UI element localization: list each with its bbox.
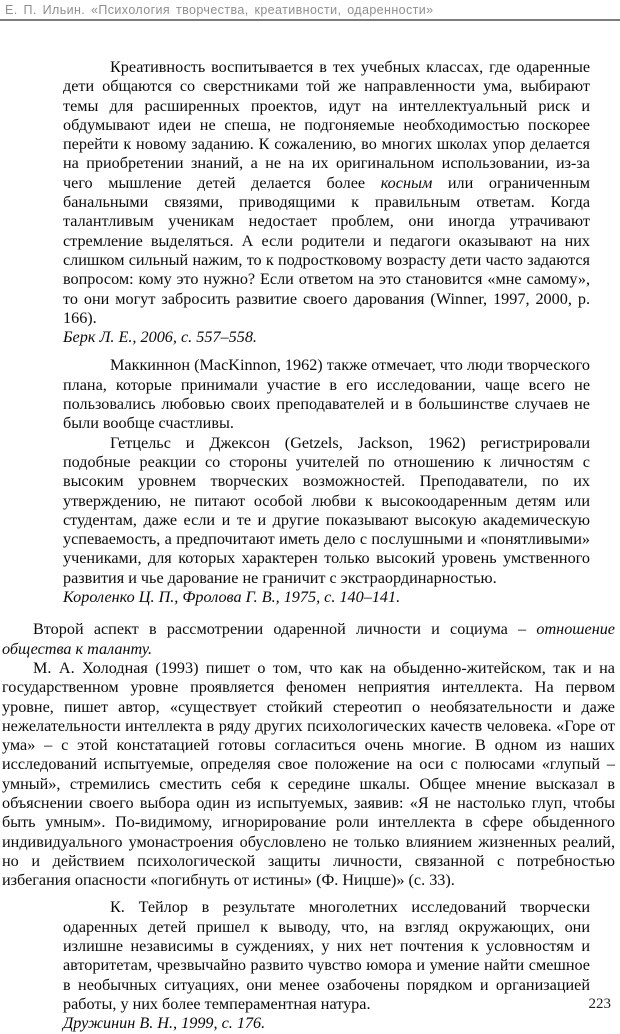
quote-berk-text-1: Креативность воспитывается в тех учебных классах, где одаренные дети общаются со сверстниками той же направленности ума, выбирают темы для расширенных проектов, идут на интеллектуальный риск и обдумывают идеи не спеша, не подгоняемые необходимостью поскорее перейти к новому заданию. К сожалению, во многих школах упор делается на приобретении знаний, а не на их оригинальном использовании, из-за чего мышление детей делается более (63, 58, 590, 192)
blockquote-berk (63, 58, 590, 347)
quote-berk-attribution: Берк Л. Е., 2006, с. 557–558. (63, 328, 257, 347)
quote-korolenko-paragraph-1: Маккиннон (MacKinnon, 1962) также отмечает, что люди творческого плана, которые принимали участие в его исследовании, чаще всего не пользовались любовью своих преподавателей и в большинстве случаев не были вообще счастливы. (63, 356, 590, 433)
aspect-paragraph-text (2, 620, 615, 659)
running-title: Е. П. Ильин. «Психология творчества, креативности, одаренности» (5, 3, 434, 17)
blockquote-druzhinin (63, 898, 590, 1033)
page-content (0, 58, 620, 1034)
body-paragraph-aspect (2, 620, 615, 659)
kholodnaya-paragraph-text: М. А. Холодная (1993) пишет о том, что как на обыденно-житейском, так и на государственном уровне проявляется феномен неприятия интеллекта. На первом уровне, пишет автор, «существует стойкий стереотип о необязательности и даже нежелательности интеллекта в ряду других психологических качеств человека. «Горе от ума» – с этой констатацией готовы согласиться очень многие. В одном из наших исследований испытуемые, определяя свое положение на оси с полюсами «глупый – умный», стремились сместить себя к середине шкалы. Общее мнение высказал в объяснении своего выбора один из испытуемых, заявив: «Я не настолько глуп, чтобы быть умным». По-видимому, игнорирование роли интеллекта в сфере обыденного индивидуального умонастроения обусловлено не только влиянием жизненных реалий, но и действием психологической защиты личности, связанной с потребностью избегания опасности «погибнуть от истины» (Ф. Ницше)» (с. 33). (2, 658, 615, 890)
page-header (0, 0, 620, 17)
quote-druzhinin-attribution: Дружинин В. Н., 1999, с. 176. (63, 1014, 266, 1033)
quote-druzhinin-paragraph: К. Тейлор в результате многолетних исследований творчески одаренных детей пришел к выводу, что, на взгляд окружающих, они излишне независимы в суждениях, у них нет почтения к условностям и авторитетам, чрезвычайно развито чувство юмора и умение найти смешное в необычных ситуациях, они менее озабочены порядком и организацией работы, у них более темпераментная натура. (63, 898, 590, 1013)
header-divider (0, 19, 620, 21)
quote-korolenko-attribution: Короленко Ц. П., Фролова Г. В., 1975, с. 140–141. (63, 588, 401, 607)
aspect-italic-phrase: отношение общества к таланту. (2, 620, 615, 658)
blockquote-korolenko (63, 356, 590, 607)
quote-berk-text-2: или ограниченным банальными связями, приводящими к правильным ответам. Когда талантливым ученикам недостает проблем, они иногда утрачивают стремление выделяться. А если родители и педагоги оказывают на них слишком сильный нажим, то к подростковому возрасту дети часто задаются вопросом: кому это нужно? Если ответом на это становится «мне самому», то они могут забросить развитие своего дарования (Winner, 1997, 2000, p. 166). (63, 173, 590, 327)
body-paragraph-kholodnaya (2, 659, 615, 891)
quote-korolenko-paragraph-2: Гетцельс и Джексон (Getzels, Jackson, 1962) регистрировали подобные реакции со стороны учителей по отношению к личностям с высоким уровнем творческих возможностей. Преподаватели, по их утверждению, не питают особой любви к высокоодаренным детям или студентам, даже если и те и другие показывают высокую академическую успеваемость, а предпочитают иметь дело с послушными и «понятливыми» учениками, для которых характерен только высокий уровень умственного развития и чье дарование не граничит с экстраординарностью. (63, 433, 590, 587)
quote-berk-italic-term: косным (380, 173, 433, 192)
aspect-text: Второй аспект в рассмотрении одаренной личности и социума – (33, 620, 537, 639)
quote-berk-paragraph (63, 58, 590, 328)
page-number: 223 (588, 996, 611, 1012)
